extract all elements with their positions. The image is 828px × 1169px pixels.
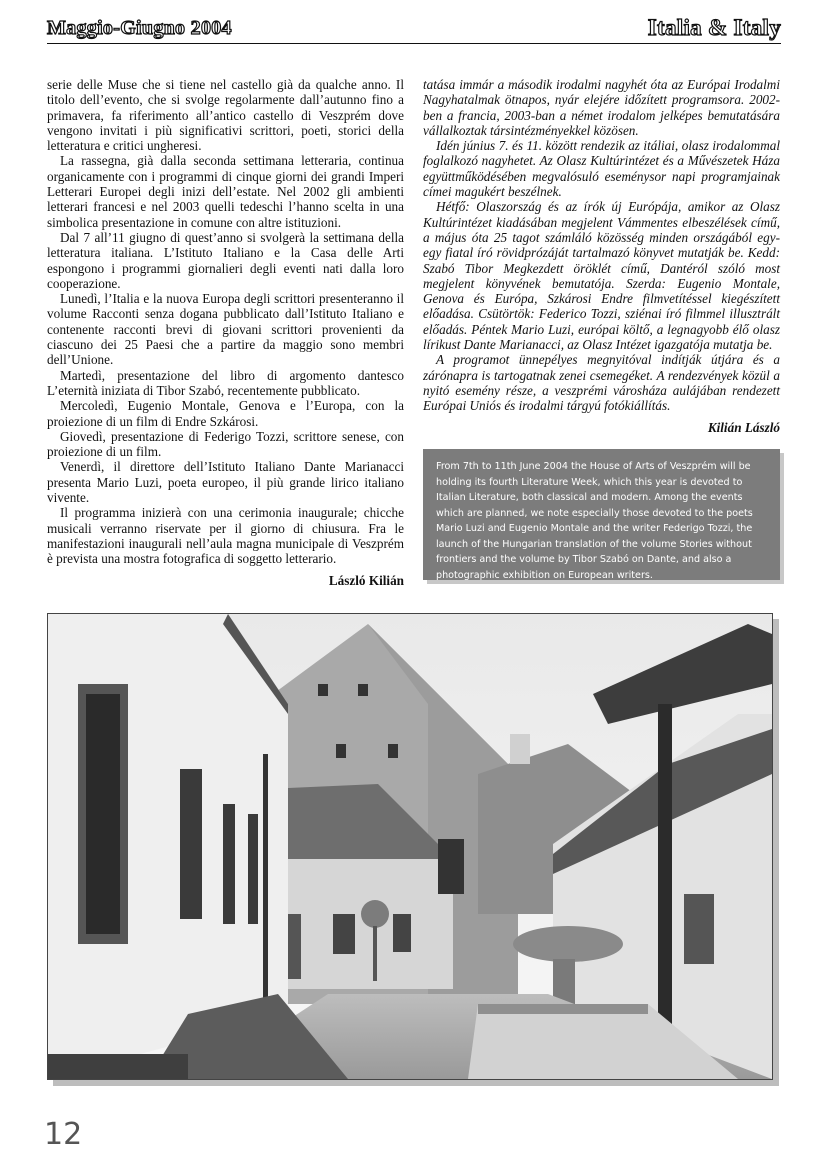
page-number: 12 — [44, 1117, 83, 1152]
author-signature: László Kilián — [328, 572, 404, 588]
paragraph: Dal 7 all’11 giugno di quest’anno si svolgerà la settimana della letteratura italiana. L’Istituto Italiano e la Casa delle Arti espongono i programmi giornalieri degli eventi nati dalla loro cooperazione. — [47, 229, 404, 291]
author-signature: Kilián László — [707, 419, 780, 435]
paragraph: Idén június 7. és 11. között rendezik az itáliai, olasz irodalommal foglalkozó nagyhetet. Az Olasz Kultúrintézet és a Művészetek Háza együttműködésében megvalósuló eseménysor napi programjainak címei magukért beszélnek. — [423, 138, 780, 200]
paragraph: La rassegna, già dalla seconda settimana letteraria, continua organicamente con i programmi di cinque giorni dei grandi Imperi Letterari Europei degli inizi dell’estate. Nel 2002 gli ambienti letterari francesi e nel 2003 quelli tedeschi l’hanno scelta in una simbolica presentazione in comune con altre istituzioni. — [47, 153, 404, 230]
paragraph: tatása immár a második irodalmi nagyhét óta az Európai Irodalmi Nagyhatalmak ötnapos, nyár elejére időzített programsora. 2002-ben a francia, 2003-ban a német irodalom jelképes bemutatására vállalkoztak társintézményekkel közösen. — [423, 77, 780, 138]
paragraph: Venerdì, il direttore dell’Istituto Italiano Dante Marianacci presenta Mario Luzi, poeta europeo, il più grande lirico italiano vivente. — [47, 459, 404, 506]
paragraph: Mercoledì, Eugenio Montale, Genova e l’Europa, con la proiezione di un film di Endre Szkárosi. — [47, 398, 404, 429]
paragraph: Giovedì, presentazione di Federigo Tozzi, scrittore senese, con proiezione di un film. — [47, 428, 404, 460]
english-summary-box — [423, 449, 780, 580]
paragraph: Il programma inizierà con una cerimonia inaugurale; chicche musicali verranno riservate per il giorno di chiusura. Fra le manifestazioni inaugurali nell’aula magna municipale di Veszprém è prevista una mostra fotografica di soggetto letterario. — [47, 505, 404, 567]
issue-date-header: Maggio-Giugno 2004 — [47, 17, 232, 39]
paragraph: A programot ünnepélyes megnyitóval indítják útjára és a zárónapra is tartogatnak zenei csemegéket. A rendezvények közül a nyitó esemény része, a veszprémi városháza aulájában rendezett Európai Uniós és irodalmi tárgyú fotókiállítás. — [423, 352, 780, 414]
english-summary-text: From 7th to 11th June 2004 the House of Arts of Veszprém will be holding its fourth Literature Week, which this year is devoted to Italian Literature, both classical and modern. Among the events which are planned, we note especially those devoted to the poets Mario Luzi and Eugenio Montale and the writer Federigo Tozzi, the launch of the Hungarian translation of the volume Stories without frontiers and the volume by Tibor Szabó on Dante, and also a photographic exhibition on European writers. — [436, 461, 753, 581]
italian-article-column — [47, 77, 404, 588]
header-rule — [47, 43, 781, 44]
paragraph: serie delle Muse che si tiene nel castello già da qualche anno. Il titolo dell’evento, che si svolge regolarmente dall’autunno fino a primavera, fa riferimento all’antico castello di Veszprém dove vengono invitati i più significativi scrittori, poeti, storici della letteratura e critici ungheresi. — [47, 77, 404, 154]
magazine-title-header: Italia & Italy — [647, 15, 781, 40]
paragraph: Hétfő: Olaszország és az írók új Európája, amikor az Olasz Kultúrintézet kiadásában megjelent Vámmentes elbeszélések című, a május óta 25 tagot számláló közösség minden országából egy-egy fiatal író rövidprózáját tartalmazó könyvet mutatják be. Kedd: Szabó Tibor Megkezdett öröklét című, Dantéról szóló most megjelent könyvének bemutatója. Szerda: Eugenio Montale, Genova és Európa, Szkárosi Endre filmvetítéssel kiegészített előadása. Csütörtök: Federico Tozzi, sziénai író filmmel illusztrált előadás. Péntek Mario Luzi, európai költő, a legnagyobb élő olasz lírikust Dante Marianacci, az Olasz Intézet igazgatója mutatja be. — [423, 199, 780, 353]
paragraph: Lunedì, l’Italia e la nuova Europa degli scrittori presenteranno il volume Racconti senza dogana pubblicato dall’Istituto Italiano e contenente racconti brevi di giovani scrittori provenienti da ciascuno dei 25 Paesi che a partire da maggio sono membri dell’Unione. — [47, 291, 404, 368]
hungarian-article-column — [423, 77, 780, 435]
courtyard-photo — [47, 613, 773, 1080]
paragraph: Martedì, presentazione del libro di argomento dantesco L’eternità iniziata di Tibor Szabó, recentemente pubblicato. — [47, 367, 404, 398]
